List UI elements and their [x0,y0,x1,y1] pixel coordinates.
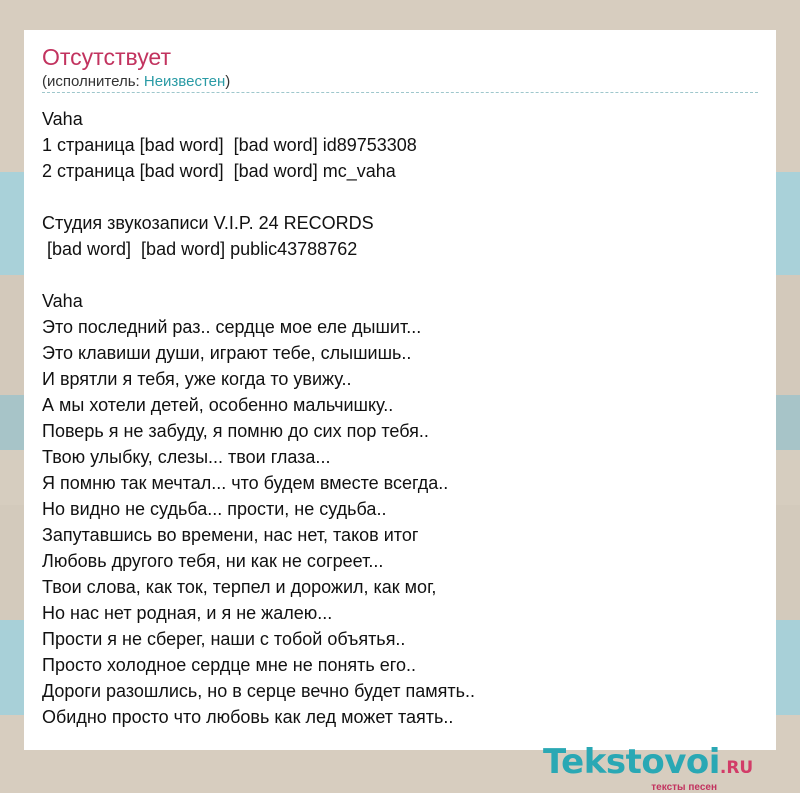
song-title: Отсутствует [42,44,171,70]
lyric-line: Просто холодное сердце мне не понять его.. [42,655,416,675]
lyric-line: Поверь я не забуду, я помню до сих пор тебя.. [42,421,429,441]
lyric-line: Но видно не судьба... прости, не судьба.. [42,499,387,519]
lyric-line: И врятли я тебя, уже когда то увижу.. [42,369,352,389]
lyric-line: Vaha [42,291,83,311]
logo-tld: .RU [719,758,754,778]
lyric-line: Любовь другого тебя, ни как не согреет... [42,551,384,571]
artist-line [42,73,230,91]
logo-tagline: тексты песен [651,782,717,793]
lyric-line: Но нас нет родная, и я не жалею... [42,603,333,623]
artist-suffix: ) [225,73,231,90]
lyric-line: А мы хотели детей, особенно мальчишку.. [42,395,394,415]
lyric-line: Твою улыбку, слезы... твои глаза... [42,447,331,467]
title-divider [42,92,758,93]
lyric-line: 2 страница [bad word] [bad word] mc_vaha [42,161,396,181]
lyric-line: Это последний раз.. сердце мое еле дышит... [42,317,422,337]
lyric-line: [bad word] [bad word] public43788762 [42,239,358,259]
site-logo[interactable] [543,742,754,793]
lyric-line: Vaha [42,109,83,129]
lyrics-card [24,30,776,793]
lyric-line: 1 страница [bad word] [bad word] id89753308 [42,135,417,155]
lyric-line: Обидно просто что любовь как лед может таять.. [42,707,454,727]
lyric-line: Дороги разошлись, но в серце вечно будет память.. [42,681,476,701]
lyric-line: Прости я не сберег, наши с тобой объятья.. [42,629,406,649]
lyric-line: Запутавшись во времени, нас нет, таков итог [42,525,419,545]
logo-main-text: Tekstovoi [543,742,720,782]
lyric-line: Это клавиши души, играют тебе, слышишь.. [42,343,412,363]
lyric-line: Я помню так мечтал... что будем вместе всегда.. [42,473,449,493]
lyric-line: Студия звукозаписи V.I.P. 24 RECORDS [42,213,374,233]
artist-prefix: (исполнитель: [42,73,144,90]
artist-link[interactable]: Неизвестен [143,73,226,90]
lyrics-body [42,106,762,730]
lyric-line [42,184,762,210]
lyric-line [42,262,762,288]
lyric-line: Твои слова, как ток, терпел и дорожил, как мог, [42,577,437,597]
